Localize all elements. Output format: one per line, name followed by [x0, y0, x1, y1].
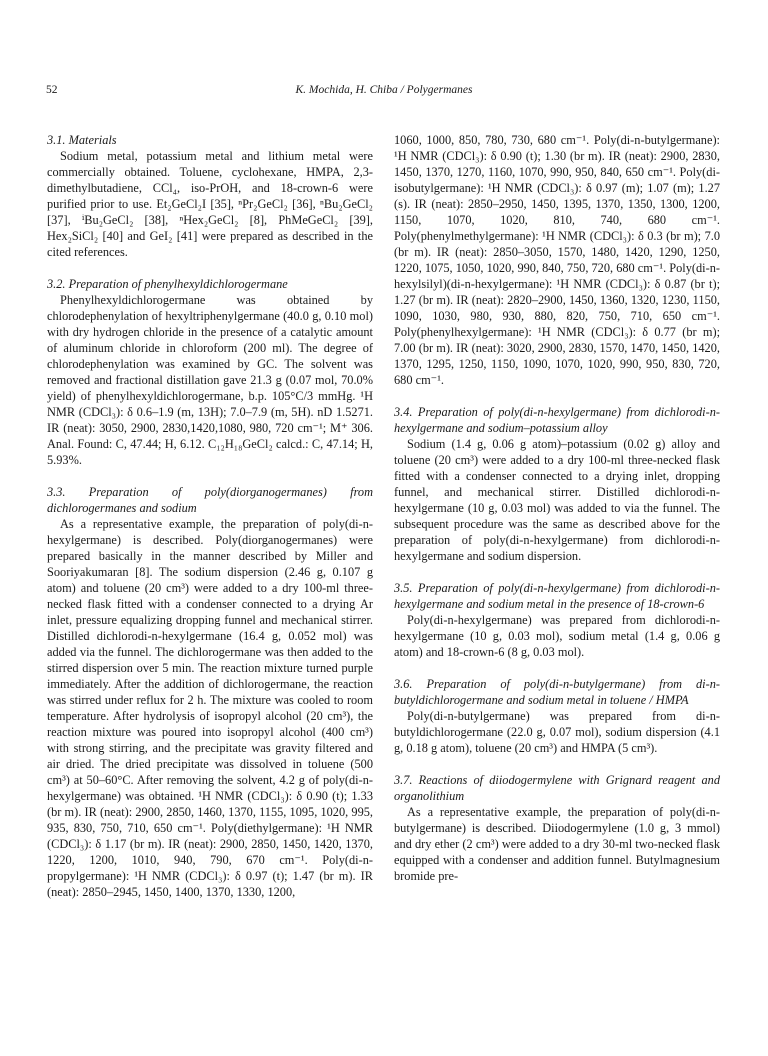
section-heading-diiodogermylene: 3.7. Reactions of diiodogermylene with Grignard reagent and organolithium [394, 773, 720, 803]
paragraph-materials: Sodium metal, potassium metal and lithium metal were commercially obtained. Toluene, cyclohexane, HMPA, 2,3-dimethylbutadiene, CCl₄, iso-PrOH, and 18-crown-6 were purified prior to use. Et₂GeCl₂I [35], ⁿPr₂GeCl₂ [36], ⁿBu₂GeCl₂ [37], ⁱBu₂GeCl₂ [38], ⁿHex₂GeCl₂ [8], PhMeGeCl₂ [39], Hex₂SiCl₂ [40] and GeI₂ [41] were prepared as described in the cited references. [47, 149, 373, 259]
paragraph-poly-diorganogermanes: As a representative example, the preparation of poly(di-n-hexylgermane) is described. Poly(diorganogermanes) were prepared basically in the manner described by Miller and Sooriyakumaran [8]. The sodium dispersion (2.46 g, 0.107 g atom) and toluene (20 cm³) were added to a dry 100-ml three-necked flask fitted with a condenser connected to a drying Ar inlet, pressure equalizing dropping funnel and mechanical stirrer. Distilled dichlorodi-n-hexylgermane (16.4 g, 0.052 mol) was added via the funnel. The dichlorogermane was then added to the stirred dispersion over 5 min. The reaction mixture turned purple immediately. After the addition of dichlorogermane, the reaction was stirred under reflux for 2 h. The mixture was cooled to room temperature. After hydrolysis of isopropyl alcohol (20 cm³), the reaction mixture was poured into isopropyl alcohol (400 cm³) with strong stirring, and the precipitate was gravity filtered and air dried. The dried precipitate was dissolved in toluene (500 cm³) at 50–60°C. After removing the solvent, 4.2 g of poly(di-n-hexylgermane) was obtained. ¹H NMR (CDCl₃): δ 0.90 (t); 1.33 (br m). IR (neat): 2900, 2850, 1460, 1370, 1155, 1095, 1020, 995, 935, 830, 750, 710, 650 cm⁻¹. Poly(diethylgermane): ¹H NMR (CDCl₃): δ 1.17 (br m). IR (neat): 2900, 2850, 1450, 1420, 1370, 1220, 1200, 1010, 940, 790, 670 cm⁻¹. Poly(di-n-propylgermane): ¹H NMR (CDCl₃): δ 0.97 (t); 1.47 (br m). IR (neat): 2850–2945, 1450, 1400, 1370, 1330, 1200, [47, 517, 373, 899]
page-number: 52 [46, 84, 58, 96]
paragraph-18-crown-6: Poly(di-n-hexylgermane) was prepared from dichlorodi-n-hexylgermane (10 g, 0.03 mol), sodium metal (1.4 g, 0.06 g atom) and 18-crown-6 (8 g, 0.03 mol). [394, 613, 720, 659]
section-heading-materials: 3.1. Materials [47, 133, 117, 147]
paragraph-diiodogermylene: As a representative example, the preparation of poly(di-n-butylgermane) is described. Diiodogermylene (1.0 g, 3 mmol) and dry ether (2 cm³) were added to a dry 30-ml two-necked flask equipped with a condenser and addition funnel. Butylmagnesium bromide pre- [394, 805, 720, 883]
page-header [46, 84, 722, 104]
paragraph-na-k-alloy: Sodium (1.4 g, 0.06 g atom)–potassium (0.02 g) alloy and toluene (20 cm³) were added to a dry 100-ml three-necked flask fitted with a condenser connected to a drying inlet, dropping funnel, and mechanical stirrer. Distilled dichlorodi-n-hexylgermane (10 g, 0.03 mol) was added to via the funnel. The subsequent procedure was the same as described above for the preparation of poly(di-n-hexylgermane) from dichlorodi-n-hexylgermane and sodium dispersion. [394, 437, 720, 563]
left-column [47, 132, 373, 900]
right-column [394, 132, 720, 884]
section-heading-na-k-alloy: 3.4. Preparation of poly(di-n-hexylgermane) from dichlorodi-n-hexylgermane and sodium–potassium alloy [394, 405, 720, 435]
paragraph-toluene-hmpa: Poly(di-n-butylgermane) was prepared from di-n-butyldichlorogermane (22.0 g, 0.07 mol), sodium dispersion (4.1 g, 0.18 g atom), toluene (20 cm³) and HMPA (5 cm³). [394, 709, 720, 755]
running-title: K. Mochida, H. Chiba / Polygermanes [295, 84, 473, 96]
section-heading-phenylhexyldichlorogermane: 3.2. Preparation of phenylhexyldichlorogermane [47, 277, 288, 291]
section-heading-18-crown-6: 3.5. Preparation of poly(di-n-hexylgermane) from dichlorodi-n-hexylgermane and sodium metal in the presence of 18-crown-6 [394, 581, 720, 611]
section-heading-poly-diorganogermanes: 3.3. Preparation of poly(diorganogermanes) from dichlorogermanes and sodium [47, 485, 373, 515]
paragraph-phenylhexyldichlorogermane: Phenylhexyldichlorogermane was obtained by chlorodephenylation of hexyltriphenylgermane (40.0 g, 0.10 mol) with dry hydrogen chloride in the presence of a catalytic amount of aluminum chloride in chloroform (200 ml). The degree of chlorodephenylation was examined by GC. The solvent was removed and fractional distillation gave 21.3 g (0.07 mol, 70.0% yield) of phenylhexyldichlorogermane, b.p. 105°C/3 mmHg. ¹H NMR (CDCl₃): δ 0.6–1.9 (m, 13H); 7.0–7.9 (m, 5H). nD 1.5271. IR (neat): 3050, 2900, 2830,1420,1080, 980, 720 cm⁻¹; M⁺ 306. Anal. Found: C, 47.44; H, 6.12. C₁₂H₁₈GeCl₂ calcd.: C, 47.14; H, 5.93%. [47, 293, 373, 467]
paragraph-continued-spectra: 1060, 1000, 850, 780, 730, 680 cm⁻¹. Poly(di-n-butylgermane): ¹H NMR (CDCl₃): δ 0.90 (t); 1.30 (br m). IR (neat): 2900, 2830, 1450, 1370, 1270, 1160, 1070, 990, 950, 840, 650 cm⁻¹. Poly(di-isobutylgermane): ¹H NMR (CDCl₃): δ 0.97 (m); 1.07 (m); 1.27 (s). IR (neat): 2850–2950, 1450, 1395, 1370, 1350, 1300, 1200, 1150, 1070, 1020, 810, 740, 680 cm⁻¹. Poly(phenylmethylgermane): ¹H NMR (CDCl₃): δ 0.3 (br m); 7.0 (br m). IR (neat): 2850–3050, 1570, 1480, 1420, 1290, 1250, 1220, 1075, 1050, 1020, 990, 840, 750, 720, 680 cm⁻¹. Poly(di-n-hexylsilyl)(di-n-hexylgermane): ¹H NMR (CDCl₃): δ 0.87 (br t); 1.27 (br m). IR (neat): 2820–2900, 1450, 1360, 1320, 1230, 1150, 1090, 1030, 980, 930, 880, 820, 750, 710, 650 cm⁻¹. Poly(phenylhexylgermane): ¹H NMR (CDCl₃): δ 0.77 (br m); 7.00 (br m). IR (neat): 3020, 2900, 2830, 1570, 1470, 1450, 1420, 1370, 1295, 1250, 1150, 1090, 1070, 1020, 990, 950, 830, 720, 680 cm⁻¹. [394, 133, 721, 387]
section-heading-toluene-hmpa: 3.6. Preparation of poly(di-n-butylgermane) from di-n-butyldichlorogermane and sodium metal in toluene / HMPA [394, 677, 720, 707]
